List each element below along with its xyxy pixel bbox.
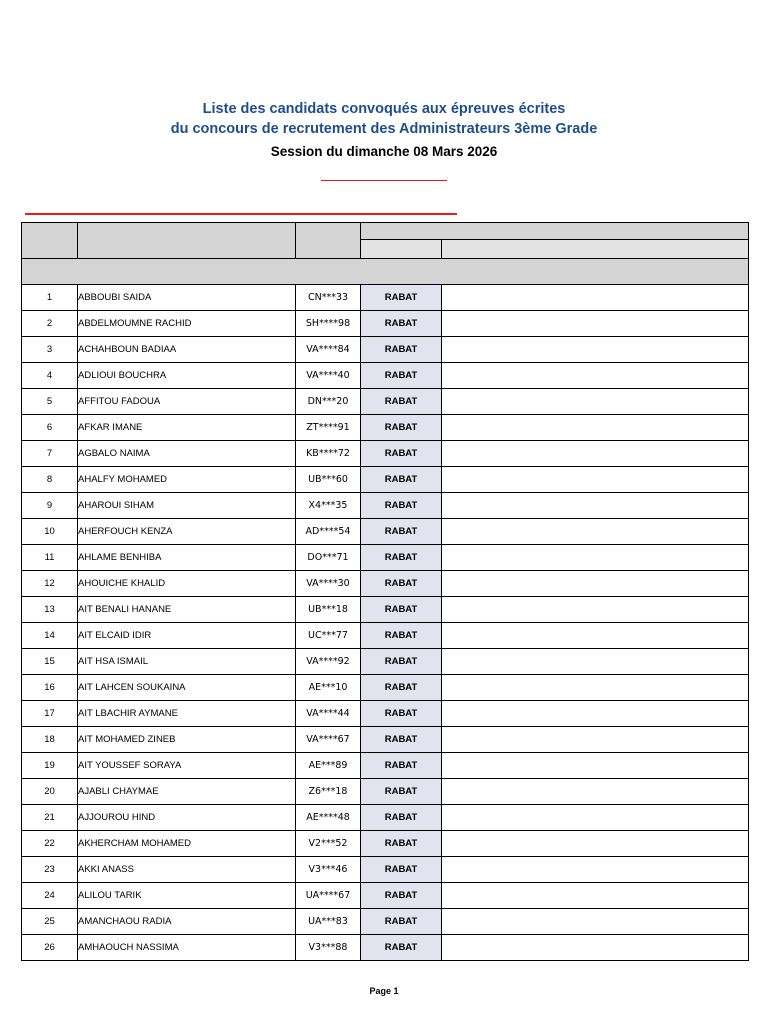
candidate-name: AIT ELCAID IDIR [78,623,296,649]
table-row [22,285,749,311]
row-number: 12 [22,571,78,597]
table-row [22,675,749,701]
row-number: 11 [22,545,78,571]
candidate-name: AIT YOUSSEF SORAYA [78,753,296,779]
exam-center: RABAT [361,597,442,623]
table-row [22,545,749,571]
exam-center: RABAT [361,753,442,779]
exam-center: RABAT [361,935,442,961]
row-number: 15 [22,649,78,675]
table-row [22,519,749,545]
table-row [22,597,749,623]
room-cell [442,623,749,649]
title-line-1: Liste des candidats convoqués aux épreuves écrites [202,101,566,117]
table-row [22,441,749,467]
table-row [22,623,749,649]
page-number: Page 1 [369,986,399,996]
exam-center: RABAT [361,285,442,311]
table-row [22,493,749,519]
table-row [22,831,749,857]
candidate-name: AFKAR IMANE [78,415,296,441]
candidate-name: AHOUICHE KHALID [78,571,296,597]
row-number: 18 [22,727,78,753]
row-number: 26 [22,935,78,961]
candidate-cin: CN***33 [296,285,361,311]
candidate-cin: UA***83 [296,909,361,935]
row-number: 24 [22,883,78,909]
candidate-name: AHAROUI SIHAM [78,493,296,519]
table-row [22,467,749,493]
candidate-name: AKHERCHAM MOHAMED [78,831,296,857]
candidate-name: AJABLI CHAYMAE [78,779,296,805]
exam-center: RABAT [361,493,442,519]
row-number: 13 [22,597,78,623]
exam-center: RABAT [361,467,442,493]
table-row [22,363,749,389]
section-cell [22,259,749,285]
row-number: 1 [22,285,78,311]
candidate-name: AIT HSA ISMAIL [78,649,296,675]
exam-center: RABAT [361,727,442,753]
room-cell [442,779,749,805]
room-cell [442,597,749,623]
exam-center: RABAT [361,909,442,935]
candidate-name: AFFITOU FADOUA [78,389,296,415]
candidate-name: ALILOU TARIK [78,883,296,909]
candidate-cin: AD****54 [296,519,361,545]
table-row [22,883,749,909]
exam-center: RABAT [361,701,442,727]
header-cell-name [78,223,296,259]
table-row [22,779,749,805]
row-number: 10 [22,519,78,545]
exam-center: RABAT [361,311,442,337]
table-row [22,701,749,727]
candidates-table [21,222,749,961]
room-cell [442,753,749,779]
header-cell-group [361,223,749,240]
table-row [22,415,749,441]
short-red-rule [321,180,447,181]
room-cell [442,467,749,493]
candidate-cin: X4***35 [296,493,361,519]
header-cell-num [22,223,78,259]
row-number: 20 [22,779,78,805]
candidate-name: AIT LAHCEN SOUKAINA [78,675,296,701]
room-cell [442,311,749,337]
candidate-cin: UB***60 [296,467,361,493]
room-cell [442,493,749,519]
exam-center: RABAT [361,883,442,909]
room-cell [442,337,749,363]
table-row [22,753,749,779]
table-row [22,571,749,597]
candidate-name: AIT MOHAMED ZINEB [78,727,296,753]
exam-center: RABAT [361,649,442,675]
room-cell [442,883,749,909]
header-cell-cin [296,223,361,259]
room-cell [442,649,749,675]
candidate-cin: VA****92 [296,649,361,675]
row-number: 22 [22,831,78,857]
session-date: Session du dimanche 08 Mars 2026 [270,144,498,159]
exam-center: RABAT [361,623,442,649]
candidate-cin: AE****48 [296,805,361,831]
candidate-name: AJJOUROU HIND [78,805,296,831]
exam-center: RABAT [361,337,442,363]
candidate-cin: V3***46 [296,857,361,883]
room-cell [442,935,749,961]
long-red-rule [25,213,457,215]
room-cell [442,857,749,883]
table-row [22,311,749,337]
room-cell [442,363,749,389]
candidate-name: AIT BENALI HANANE [78,597,296,623]
candidate-cin: VA****67 [296,727,361,753]
room-cell [442,571,749,597]
exam-center: RABAT [361,857,442,883]
exam-center: RABAT [361,519,442,545]
row-number: 17 [22,701,78,727]
candidate-cin: UA****67 [296,883,361,909]
candidate-cin: KB****72 [296,441,361,467]
candidate-name: ABDELMOUMNE RACHID [78,311,296,337]
table-row [22,805,749,831]
room-cell [442,441,749,467]
room-cell [442,285,749,311]
room-cell [442,701,749,727]
candidate-cin: AE***89 [296,753,361,779]
row-number: 6 [22,415,78,441]
exam-center: RABAT [361,441,442,467]
row-number: 19 [22,753,78,779]
candidate-name: AGBALO NAIMA [78,441,296,467]
title-line-2: du concours de recrutement des Administrateurs 3ème Grade [170,121,598,137]
exam-center: RABAT [361,571,442,597]
exam-center: RABAT [361,675,442,701]
row-number: 16 [22,675,78,701]
table-row [22,727,749,753]
room-cell [442,545,749,571]
candidate-name: AIT LBACHIR AYMANE [78,701,296,727]
table-row [22,337,749,363]
room-cell [442,831,749,857]
candidate-cin: VA****44 [296,701,361,727]
room-cell [442,519,749,545]
row-number: 23 [22,857,78,883]
table-row [22,649,749,675]
row-number: 5 [22,389,78,415]
candidate-cin: ZT****91 [296,415,361,441]
exam-center: RABAT [361,415,442,441]
candidate-name: ADLIOUI BOUCHRA [78,363,296,389]
row-number: 14 [22,623,78,649]
table-row [22,909,749,935]
row-number: 7 [22,441,78,467]
candidate-cin: UC***77 [296,623,361,649]
row-number: 25 [22,909,78,935]
candidate-cin: V3***88 [296,935,361,961]
row-number: 21 [22,805,78,831]
row-number: 2 [22,311,78,337]
exam-center: RABAT [361,779,442,805]
header-cell-room [442,240,749,259]
candidate-name: AMHAOUCH NASSIMA [78,935,296,961]
candidate-cin: VA****84 [296,337,361,363]
exam-center: RABAT [361,805,442,831]
candidate-name: AHALFY MOHAMED [78,467,296,493]
section-row [22,259,749,285]
room-cell [442,727,749,753]
candidate-name: AHLAME BENHIBA [78,545,296,571]
table-row [22,389,749,415]
candidate-cin: V2***52 [296,831,361,857]
room-cell [442,675,749,701]
table-row [22,935,749,961]
candidate-name: AHERFOUCH KENZA [78,519,296,545]
room-cell [442,805,749,831]
candidate-cin: Z6***18 [296,779,361,805]
candidate-name: AKKI ANASS [78,857,296,883]
candidate-name: ABBOUBI SAIDA [78,285,296,311]
candidate-name: AMANCHAOU RADIA [78,909,296,935]
row-number: 4 [22,363,78,389]
candidate-cin: VA****30 [296,571,361,597]
candidate-cin: SH****98 [296,311,361,337]
exam-center: RABAT [361,363,442,389]
header-cell-center [361,240,442,259]
row-number: 3 [22,337,78,363]
candidate-name: ACHAHBOUN BADIAA [78,337,296,363]
row-number: 9 [22,493,78,519]
exam-center: RABAT [361,389,442,415]
candidate-cin: UB***18 [296,597,361,623]
row-number: 8 [22,467,78,493]
room-cell [442,909,749,935]
candidate-cin: DO***71 [296,545,361,571]
candidate-cin: VA****40 [296,363,361,389]
table-row [22,857,749,883]
exam-center: RABAT [361,545,442,571]
candidate-cin: DN***20 [296,389,361,415]
header-row-top [22,223,749,240]
room-cell [442,389,749,415]
room-cell [442,415,749,441]
candidate-cin: AE***10 [296,675,361,701]
exam-center: RABAT [361,831,442,857]
